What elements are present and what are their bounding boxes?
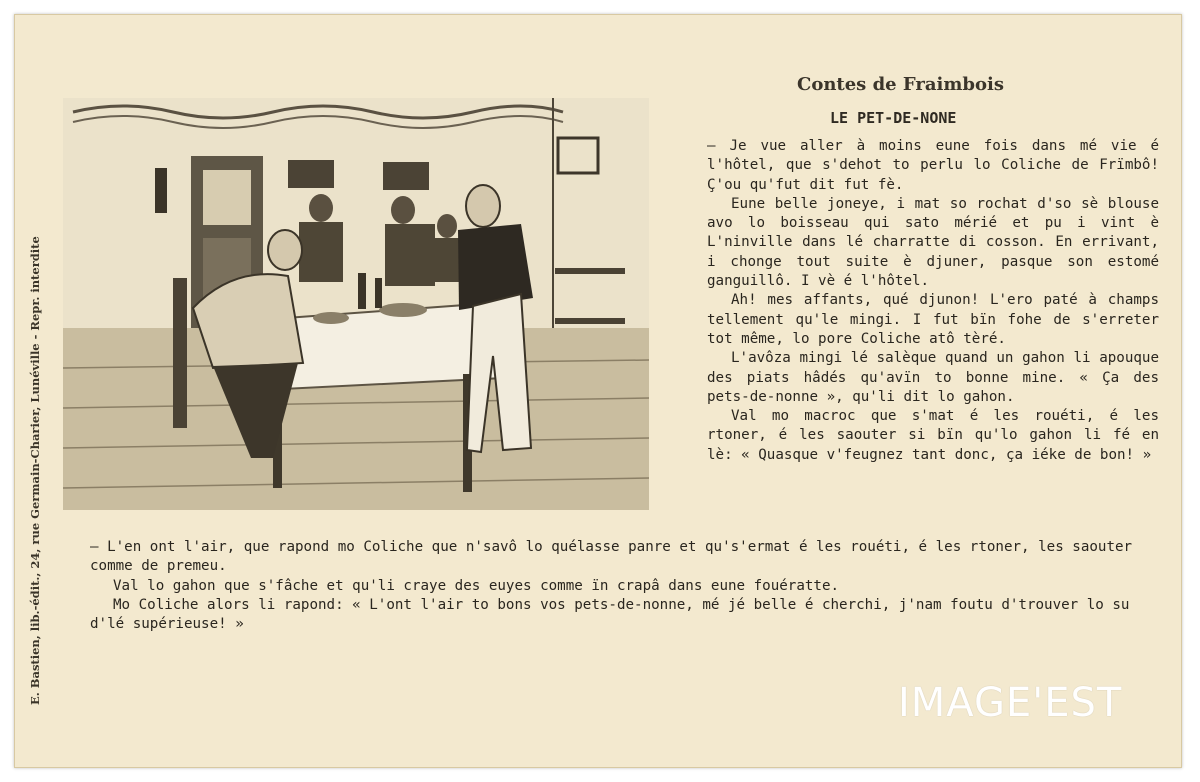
watermark-logo: IMAGE'EST <box>898 680 1123 726</box>
story-paragraph: Eune belle joneye, i mat so rochat d'so sè blouse avo lo boisseau qui sato mérié et pu i vint è L'ninville dans lé charratte di cosson. En errivant, i chonge tout suite è djuner, pasque son estomé ganguillô. I vè é l'hôtel. <box>707 195 1159 290</box>
story-text-bottom <box>90 538 1156 634</box>
story-paragraph: Mo Coliche alors li rapond: « L'ont l'air to bons vos pets-de-nonne, mé jé belle é cherchi, j'nam foutu d'trouver lo su d'lé supérieuse! » <box>90 596 1130 633</box>
publisher-imprint: E. Bastien, lib.-édit., 24, rue Germain-Charier, Lunéville - Repr. interdite <box>28 236 42 705</box>
story-text-column <box>707 137 1159 465</box>
story-paragraph: Val lo gahon que s'fâche et qu'li craye des euyes comme ïn crapâ dans eune fouératte. <box>113 577 840 594</box>
story-paragraph: — Je vue aller à moins eune fois dans mé vie é l'hôtel, que s'dehot to perlu lo Coliche de Frïmbô! Ç'ou qu'fut dit fut fè. <box>707 138 1159 193</box>
illustration-dinner-scene <box>63 98 649 510</box>
story-paragraph: Val mo macroc que s'mat é les rouéti, é les rtoner, é les saouter si bïn qu'lo gahon li fé en lè: « Quasque v'feugnez tant donc, ça iéke de bon! » <box>707 408 1159 463</box>
story-paragraph: L'avôza mingi lé salèque quand un gahon li apouque des piats hâdés qu'avïn to bonne mine. « Ça des pets-de-nonne », qu'li dit lo gahon. <box>707 350 1159 405</box>
story-paragraph: — L'en ont l'air, que rapond mo Coliche que n'savô lo quélasse panre et qu's'ermat é les rouéti, é les rtoner, les saouter comme de premeu. <box>90 539 1133 575</box>
story-paragraph: Ah! mes affants, qué djunon! L'ero paté à champs tellement qu'le mingi. I fut bïn fohe de s'erreter tot même, lo pore Coliche atô tèré. <box>707 292 1159 347</box>
story-collection-title: Contes de Fraimbois <box>797 74 1004 95</box>
story-title: LE PET-DE-NONE <box>830 109 957 127</box>
